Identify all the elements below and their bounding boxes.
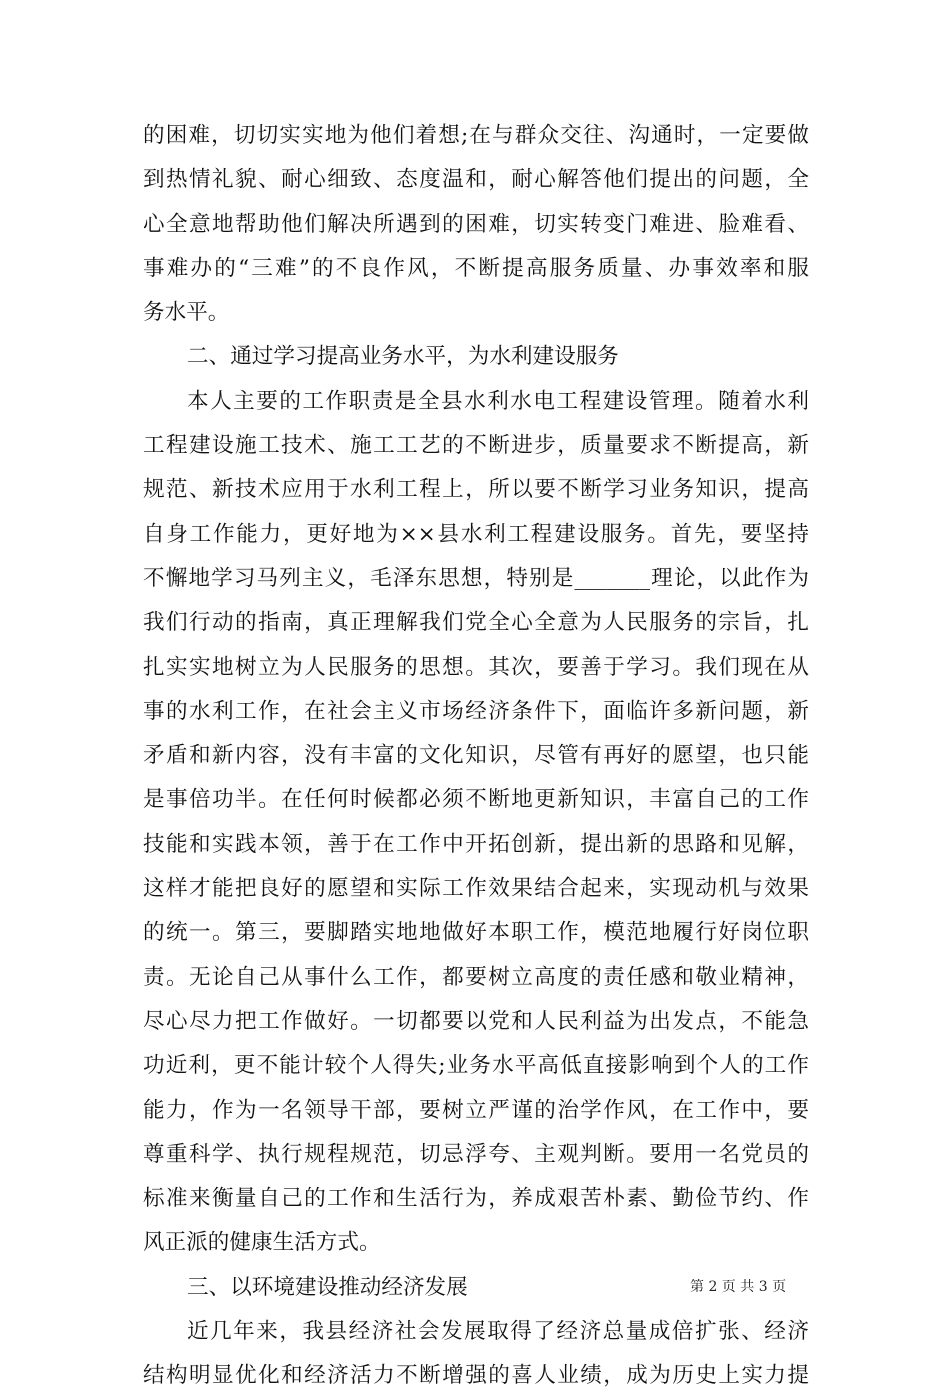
text-line: 标准来衡量自己的工作和生活行为，养成艰苦朴素、勤俭节约、作: [143, 1186, 809, 1212]
text-line: 的困难，切切实实地为他们着想;在与群众交往、沟通时，一定要做: [143, 123, 809, 148]
text-line: 这样才能把良好的愿望和实际工作效果结合起来，实现动机与效果: [143, 876, 809, 902]
text-line: 自身工作能力，更好地为××县水利工程建设服务。首先，要坚持: [143, 521, 809, 547]
text-line: 的统一。第三，要脚踏实地地做好本职工作，模范地履行好岗位职: [143, 920, 809, 946]
page-footer: 第 2 页 共 3 页: [690, 1279, 787, 1295]
text-line: 矛盾和新内容，没有丰富的文化知识，尽管有再好的愿望，也只能: [143, 743, 809, 769]
text-line: 事难办的“三难”的不良作风，不断提高服务质量、办事效率和服: [143, 255, 809, 281]
text-line: 功近利，更不能计较个人得失;业务水平高低直接影响到个人的工作: [143, 1053, 809, 1079]
text-line: 务水平。: [143, 300, 230, 326]
document-body: [143, 114, 809, 1399]
text-line: 尊重科学、执行规程规范，切忌浮夸、主观判断。要用一名党员的: [143, 1141, 809, 1167]
text-line: 责。无论自己从事什么工作，都要树立高度的责任感和敬业精神，: [143, 964, 809, 990]
text-line: 二、通过学习提高业务水平，为水利建设服务: [187, 344, 619, 370]
text-line: 是事倍功半。在任何时候都必须不断地更新知识，丰富自己的工作: [143, 787, 809, 813]
text-line: 三、以环境建设推动经济发展: [187, 1274, 468, 1300]
text-line: 扎实实地树立为人民服务的思想。其次，要善于学习。我们现在从: [143, 654, 809, 680]
text-line: 工程建设施工技术、施工工艺的不断进步，质量要求不断提高，新: [143, 433, 809, 459]
text-line: 结构明显优化和经济活力不断增强的喜人业绩，成为历史上实力提: [143, 1363, 809, 1389]
text-line: 规范、新技术应用于水利工程上，所以要不断学习业务知识，提高: [143, 477, 809, 503]
text-line: 事的水利工作，在社会主义市场经济条件下，面临许多新问题，新: [143, 698, 809, 724]
text-line: 能力，作为一名领导干部，要树立严谨的治学作风，在工作中，要: [143, 1097, 809, 1123]
text-line: 本人主要的工作职责是全县水利水电工程建设管理。随着水利: [187, 388, 809, 414]
text-line: 风正派的健康生活方式。: [143, 1230, 381, 1256]
text-line: 不懈地学习马列主义，毛泽东思想，特别是_______理论，以此作为: [143, 565, 809, 591]
text-line: 心全意地帮助他们解决所遇到的困难，切实转变门难进、脸难看、: [143, 211, 809, 237]
text-line: 我们行动的指南，真正理解我们党全心全意为人民服务的宗旨，扎: [143, 610, 809, 636]
text-line: 技能和实践本领，善于在工作中开拓创新，提出新的思路和见解，: [143, 831, 809, 857]
text-line: 尽心尽力把工作做好。一切都要以党和人民利益为出发点，不能急: [143, 1008, 809, 1034]
text-line: 到热情礼貌、耐心细致、态度温和，耐心解答他们提出的问题，全: [143, 167, 809, 193]
text-line: 近几年来，我县经济社会发展取得了经济总量成倍扩张、经济: [187, 1319, 809, 1345]
